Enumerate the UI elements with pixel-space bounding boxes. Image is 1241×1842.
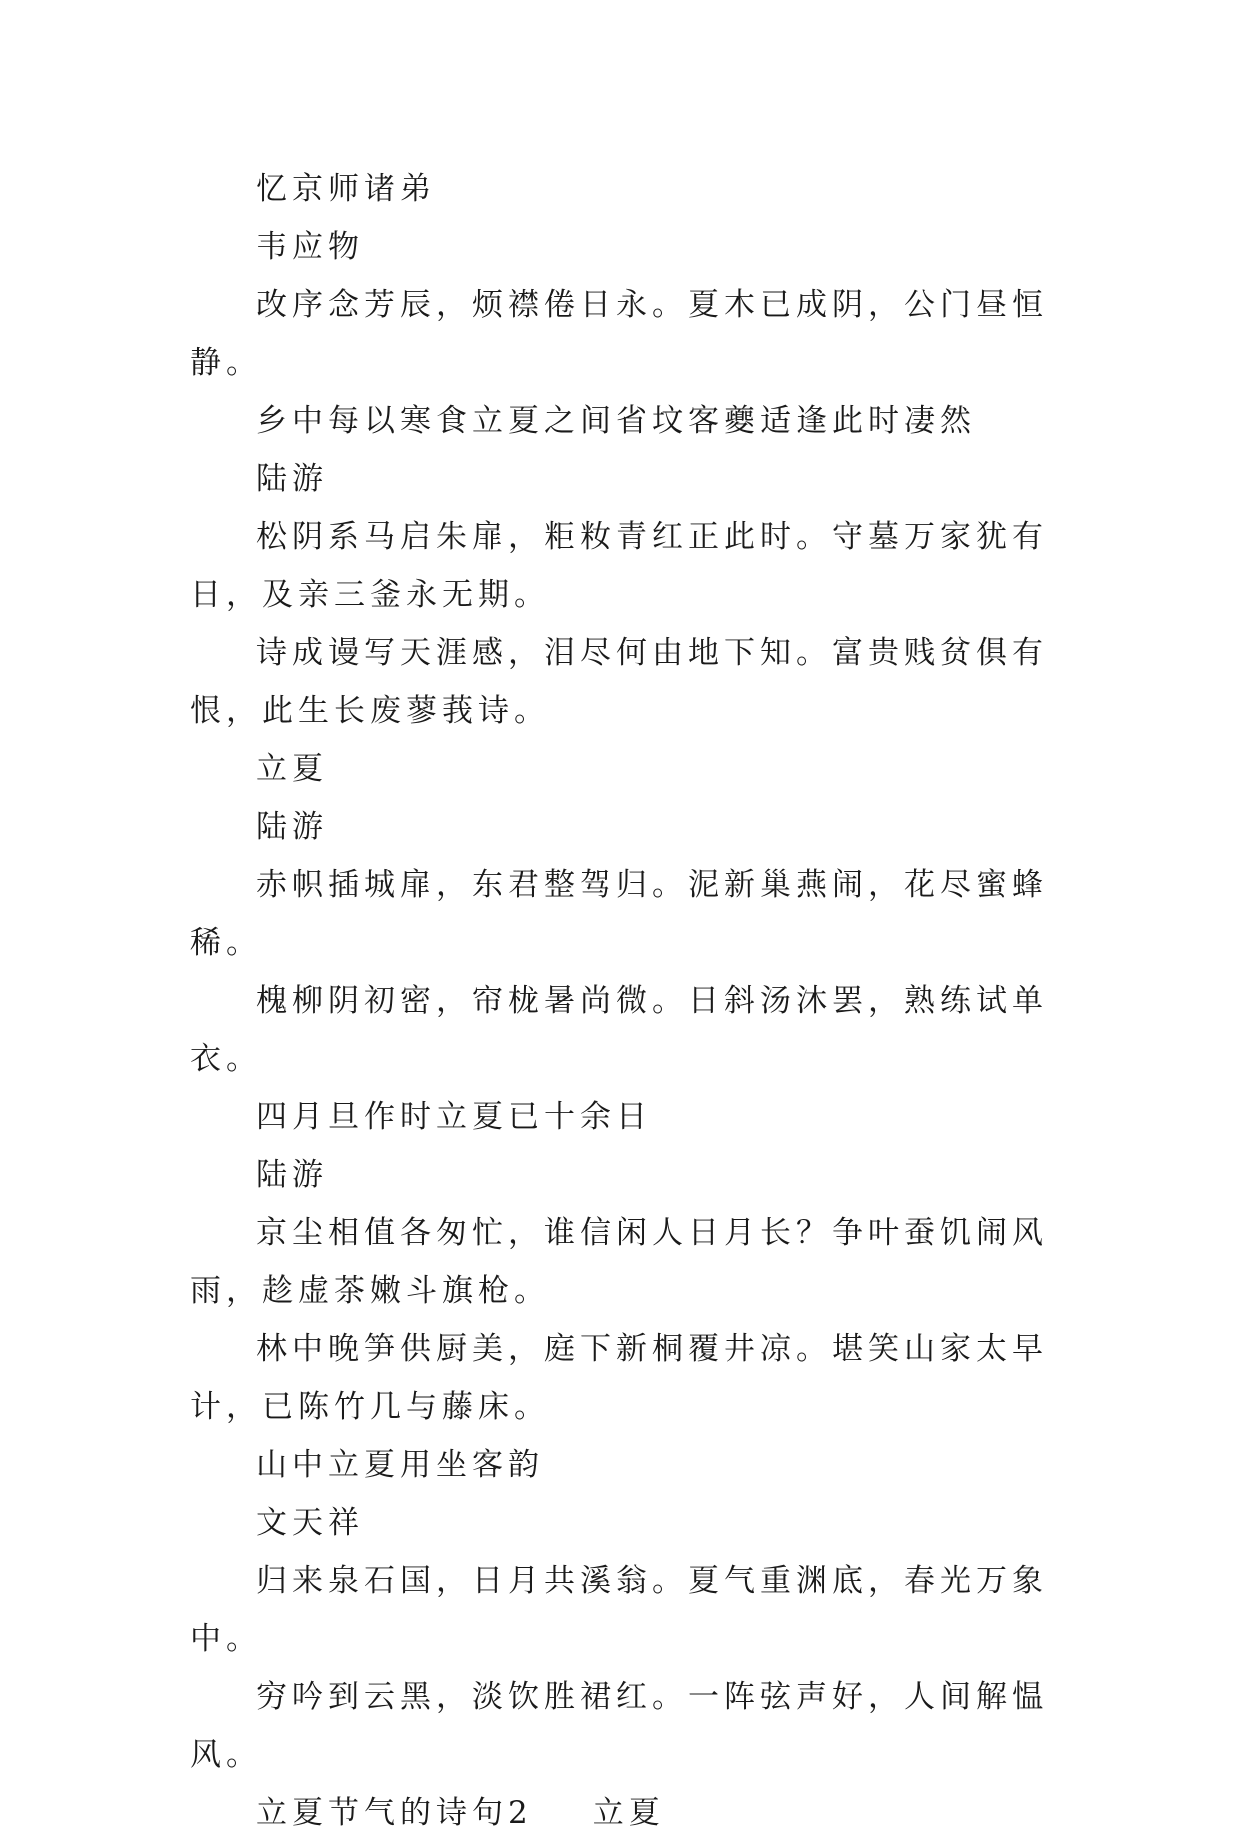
poem-title: 山中立夏用坐客韵 [256,1447,544,1483]
poem-verse: 归来泉石国，日月共溪翁。夏气重渊底，春光万象中。 [190,1563,1048,1657]
poem-verse: 松阴系马启朱扉，粔籹青红正此时。守墓万家犹有日，及亲三釜永无期。 [190,519,1048,613]
poem-verse: 穷吟到云黑，淡饮胜裙红。一阵弦声好，人间解愠风。 [190,1679,1048,1773]
poem-verse: 槐柳阴初密，帘栊暑尚微。日斜汤沐罢，熟练试单衣。 [190,983,1048,1077]
poem-title: 忆京师诸弟 [256,171,436,207]
poem-author: 陆游 [256,1157,328,1193]
poem-author: 韦应物 [256,229,364,265]
poem-author: 文天祥 [256,1505,364,1541]
section-heading: 立夏节气的诗句2 [256,1795,533,1831]
poem-verse: 改序念芳辰，烦襟倦日永。夏木已成阴，公门昼恒静。 [190,287,1048,381]
poem-verse: 赤帜插城扉，东君整驾归。泥新巢燕闹，花尽蜜蜂稀。 [190,867,1048,961]
poem-author: 陆游 [256,809,328,845]
next-poem-title: 立夏 [592,1795,665,1831]
poem-title: 乡中每以寒食立夏之间省坟客夔适逢此时凄然 [256,403,976,439]
document-body [190,160,1080,1842]
section-heading-line [190,1784,1080,1842]
poem-title: 四月旦作时立夏已十余日 [256,1099,652,1135]
poem-title: 立夏 [256,751,328,787]
poem-verse: 林中晚笋供厨美，庭下新桐覆井凉。堪笑山家太早计，已陈竹几与藤床。 [190,1331,1048,1425]
poem-verse: 京尘相值各匆忙，谁信闲人日月长？争叶蚕饥闹风雨，趁虚茶嫩斗旗枪。 [190,1215,1048,1309]
poem-verse: 诗成谩写天涯感，泪尽何由地下知。富贵贱贫俱有恨，此生长废蓼莪诗。 [190,635,1048,729]
poem-author: 陆游 [256,461,328,497]
